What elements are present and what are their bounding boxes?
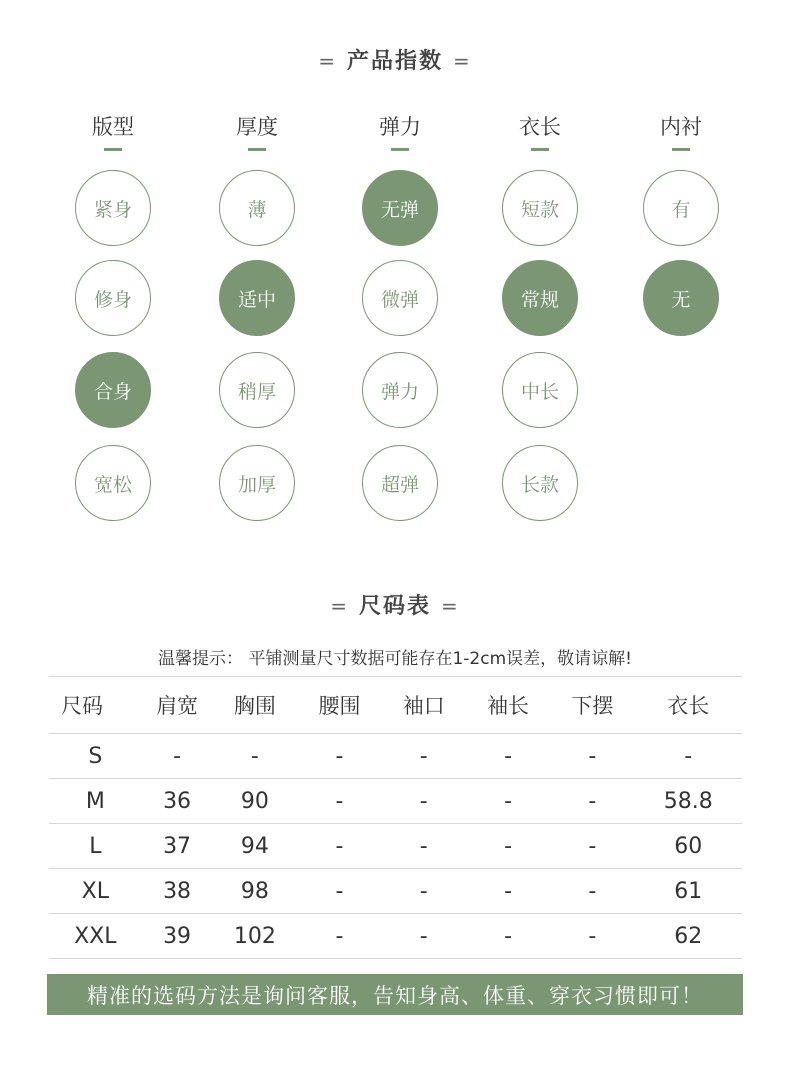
index-column-label: 衣长 <box>519 115 561 139</box>
size-table-cell: - <box>466 914 550 959</box>
index-column-label: 内衬 <box>660 115 702 139</box>
size-table <box>49 676 742 959</box>
label-underline <box>248 148 266 151</box>
index-column <box>485 112 595 151</box>
index-option: 短款 <box>502 170 578 246</box>
size-table-cell: 36 <box>142 779 213 824</box>
index-option-selected: 无 <box>643 260 719 336</box>
size-table-cell: - <box>297 869 381 914</box>
size-table-cell: - <box>382 914 466 959</box>
size-table-header-cell: 胸围 <box>212 677 297 734</box>
size-table-cell: - <box>297 824 381 869</box>
index-title-text: 产品指数 <box>346 49 443 74</box>
size-table-cell: 38 <box>142 869 213 914</box>
label-underline <box>391 148 409 151</box>
size-table-cell: - <box>297 914 381 959</box>
measurement-tip: 温馨提示： 平铺测量尺寸数据可能存在1-2cm误差，敬请谅解! <box>158 649 632 669</box>
index-section-title <box>0 44 790 75</box>
size-advice-banner: 精准的选码方法是询问客服，告知身高、体重、穿衣习惯即可！ <box>47 974 743 1015</box>
title-right-mark: = <box>453 49 472 73</box>
index-column-label: 厚度 <box>236 115 278 139</box>
index-option: 长款 <box>502 445 578 521</box>
size-table-cell: - <box>212 734 297 779</box>
size-table-cell: M <box>49 779 142 824</box>
size-table-cell: - <box>466 779 550 824</box>
size-table-cell: - <box>382 824 466 869</box>
index-column <box>58 112 168 151</box>
index-option: 薄 <box>219 170 295 246</box>
size-table-cell: 37 <box>142 824 213 869</box>
size-table-cell: - <box>466 869 550 914</box>
size-table-cell: 90 <box>212 779 297 824</box>
size-table-cell: XL <box>49 869 142 914</box>
index-option-selected: 合身 <box>75 352 151 428</box>
size-table-cell: L <box>49 824 142 869</box>
index-option: 稍厚 <box>219 352 295 428</box>
size-table-cell: 102 <box>212 914 297 959</box>
size-table-cell: 98 <box>212 869 297 914</box>
size-table-cell: - <box>466 824 550 869</box>
size-table-cell: 58.8 <box>635 779 742 824</box>
size-title-text: 尺码表 <box>358 594 431 619</box>
index-option: 微弹 <box>362 260 438 336</box>
size-table-row <box>49 824 742 869</box>
index-column-label: 版型 <box>92 115 134 139</box>
index-option: 超弹 <box>362 445 438 521</box>
size-table-row <box>49 734 742 779</box>
size-table-cell: 94 <box>212 824 297 869</box>
label-underline <box>104 148 122 151</box>
size-table-header <box>49 677 742 734</box>
size-table-cell: - <box>550 779 634 824</box>
size-table-cell: 60 <box>635 824 742 869</box>
size-table-header-cell: 尺码 <box>49 677 142 734</box>
size-table-header-cell: 腰围 <box>297 677 381 734</box>
index-option: 中长 <box>502 352 578 428</box>
size-table-header-cell: 袖长 <box>466 677 550 734</box>
size-table-cell: - <box>550 869 634 914</box>
size-table-row <box>49 779 742 824</box>
size-table-cell: - <box>382 779 466 824</box>
index-option: 修身 <box>75 260 151 336</box>
size-table-header-cell: 肩宽 <box>142 677 213 734</box>
size-table-cell: 39 <box>142 914 213 959</box>
index-option-selected: 无弹 <box>362 170 438 246</box>
size-table-cell: 61 <box>635 869 742 914</box>
size-table-cell: - <box>466 734 550 779</box>
size-table-header-cell: 衣长 <box>635 677 742 734</box>
size-table-cell: - <box>382 869 466 914</box>
size-table-cell: - <box>142 734 213 779</box>
size-table-header-cell: 袖口 <box>382 677 466 734</box>
index-column <box>345 112 455 151</box>
title-left-mark: = <box>318 49 337 73</box>
size-table-cell: - <box>550 734 634 779</box>
size-table-row <box>49 914 742 959</box>
index-option: 弹力 <box>362 352 438 428</box>
index-column <box>626 112 736 151</box>
label-underline <box>531 148 549 151</box>
index-column-label: 弹力 <box>379 115 421 139</box>
size-table-cell: - <box>382 734 466 779</box>
index-option: 有 <box>643 170 719 246</box>
label-underline <box>672 148 690 151</box>
index-column <box>202 112 312 151</box>
size-table-cell: 62 <box>635 914 742 959</box>
index-option: 宽松 <box>75 445 151 521</box>
size-table-cell: S <box>49 734 142 779</box>
size-table-header-cell: 下摆 <box>550 677 634 734</box>
title-right-mark: = <box>441 594 460 618</box>
size-table-row <box>49 869 742 914</box>
index-option: 加厚 <box>219 445 295 521</box>
size-table-cell: - <box>550 914 634 959</box>
title-left-mark: = <box>330 594 349 618</box>
size-table-cell: - <box>297 779 381 824</box>
size-section-title <box>0 589 790 620</box>
size-table-cell: XXL <box>49 914 142 959</box>
index-option-selected: 常规 <box>502 260 578 336</box>
index-option: 紧身 <box>75 170 151 246</box>
index-option-selected: 适中 <box>219 260 295 336</box>
size-table-cell: - <box>635 734 742 779</box>
size-table-cell: - <box>550 824 634 869</box>
size-table-cell: - <box>297 734 381 779</box>
